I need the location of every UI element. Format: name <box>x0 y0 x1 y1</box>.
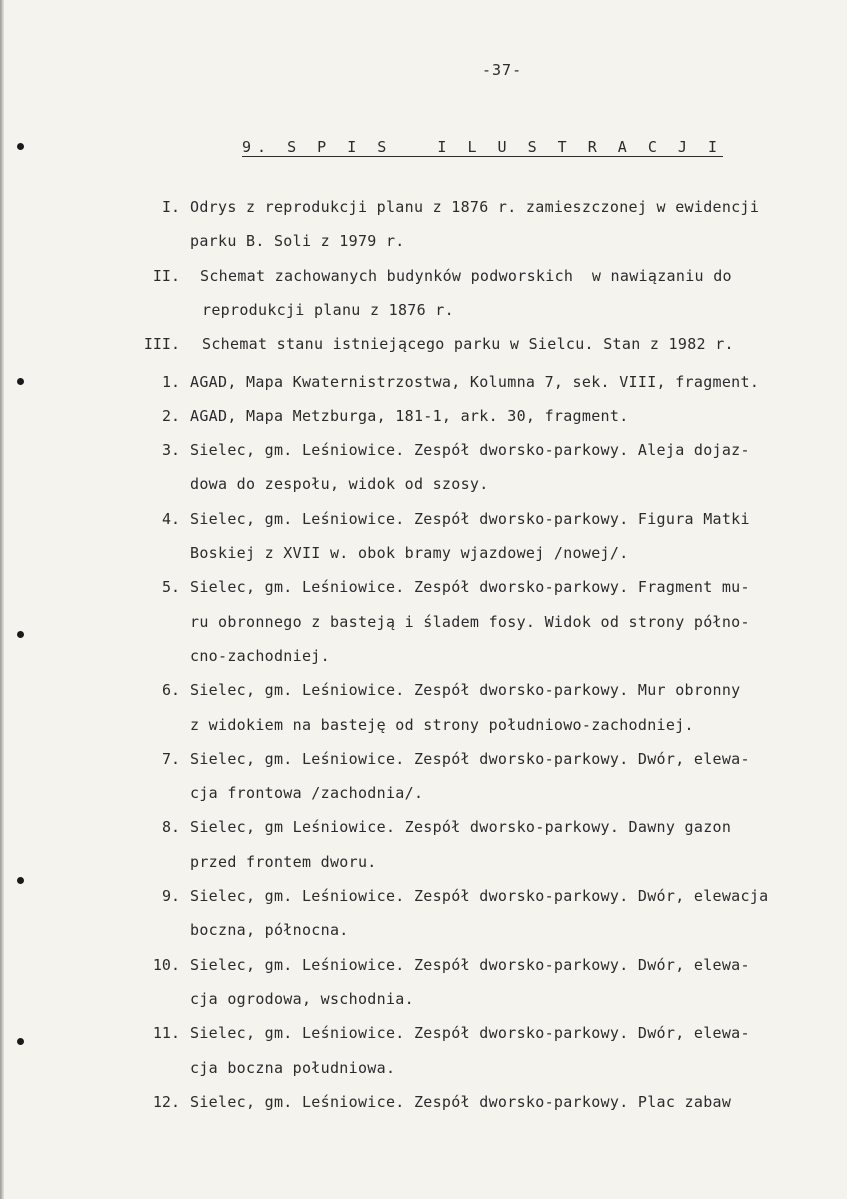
entry-text-line: Sielec, gm. Leśniowice. Zespół dworsko-parkowy. Plac zabaw <box>190 1092 732 1111</box>
entry-number: 2. <box>161 406 180 425</box>
entry-text-line: Sielec, gm. Leśniowice. Zespół dworsko-parkowy. Aleja dojaz- <box>190 441 750 460</box>
entry-text-line: z widokiem na basteję od strony południowo-zachodniej. <box>190 715 694 734</box>
entry-number: 11. <box>152 1024 180 1043</box>
entry-text-line: Schemat zachowanych budynków podworskich w nawiązaniu do <box>200 266 732 285</box>
entry-number: 10. <box>152 955 180 974</box>
entry-text-line: parku B. Soli z 1979 r. <box>190 232 405 251</box>
entry-text-line: cja boczna południowa. <box>190 1058 396 1077</box>
entry-number: 7. <box>161 749 180 768</box>
entry-number: 1. <box>161 372 180 391</box>
entry-text-line: Boskiej z XVII w. obok bramy wjazdowej /nowej/. <box>190 544 629 562</box>
entry-text-line: Odrys z reprodukcji planu z 1876 r. zamieszczonej w ewidencji <box>190 198 760 216</box>
entry-number: I. <box>161 198 180 216</box>
entry-text-line: dowa do zespołu, widok od szosy. <box>190 475 489 494</box>
binding-hole <box>17 143 24 150</box>
entry-number: 5. <box>161 578 180 597</box>
entry-text-line: Sielec, gm. Leśniowice. Zespół dworsko-parkowy. Dwór, elewa- <box>190 1024 750 1043</box>
entry-text-line: ru obronnego z basteją i śladem fosy. Widok od strony półno- <box>190 612 750 631</box>
binding-hole <box>17 1038 24 1045</box>
entry-text-line: Sielec, gm. Leśniowice. Zespół dworsko-parkowy. Mur obronny <box>190 681 741 700</box>
entry-text-line: Sielec, gm. Leśniowice. Zespół dworsko-parkowy. Fragment mu- <box>190 578 750 597</box>
entry-number: 6. <box>161 681 180 700</box>
entry-text-line: AGAD, Mapa Metzburga, 181-1, ark. 30, fragment. <box>190 406 629 425</box>
entry-text-line: Sielec, gm. Leśniowice. Zespół dworsko-parkowy. Dwór, elewacja <box>190 887 769 905</box>
entry-number: II. <box>152 266 180 285</box>
entry-text-line: Sielec, gm. Leśniowice. Zespół dworsko-parkowy. Figura Matki <box>190 509 750 528</box>
binding-hole <box>17 631 24 638</box>
entry-text-line: cja ogrodowa, wschodnia. <box>190 989 414 1008</box>
binding-hole <box>17 378 24 385</box>
entry-text-line: Sielec, gm. Leśniowice. Zespół dworsko-parkowy. Dwór, elewa- <box>190 955 750 974</box>
entry-text-line: Schemat stanu istniejącego parku w Sielcu. Stan z 1982 r. <box>202 335 734 354</box>
entry-text-line: cno-zachodniej. <box>190 646 330 665</box>
entry-text-line: przed frontem dworu. <box>190 852 377 871</box>
entry-text-line: cja frontowa /zachodnia/. <box>190 784 424 803</box>
entry-text-line: Sielec, gm. Leśniowice. Zespół dworsko-parkowy. Dwór, elewa- <box>190 749 750 768</box>
entry-text-line: boczna, północna. <box>190 921 349 940</box>
entry-text-line: Sielec, gm Leśniowice. Zespół dworsko-parkowy. Dawny gazon <box>190 818 732 837</box>
section-heading: 9. S P I S I L U S T R A C J I <box>242 138 723 156</box>
page-number: -37- <box>482 61 523 79</box>
entry-number: 12. <box>152 1092 180 1111</box>
binding-hole <box>17 877 24 884</box>
entry-text-line: reprodukcji planu z 1876 r. <box>202 300 454 319</box>
entry-number: 8. <box>161 818 180 837</box>
entry-number: 3. <box>161 441 180 460</box>
entry-number: III. <box>143 335 180 354</box>
entry-number: 9. <box>161 887 180 905</box>
page-edge <box>0 0 4 1199</box>
entry-number: 4. <box>161 509 180 528</box>
entry-text-line: AGAD, Mapa Kwaternistrzostwa, Kolumna 7, sek. VIII, fragment. <box>190 372 760 391</box>
